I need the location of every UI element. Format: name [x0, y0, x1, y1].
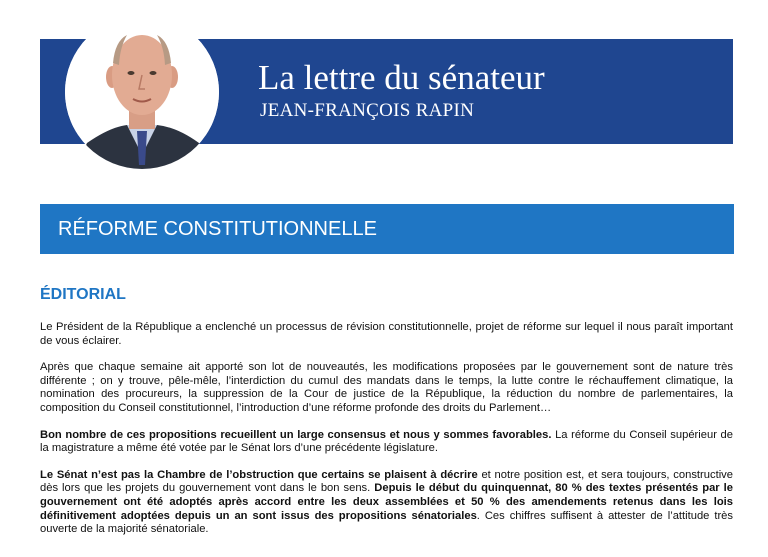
senate-mid: et notre position est, et sera toujours, constructive dès lors que les projets du gouvernement vont dans le bon sens.: [40, 468, 733, 495]
paragraph-consensus: [40, 429, 733, 456]
editorial-body: [40, 321, 733, 550]
newsletter-title: La lettre du sénateur: [258, 58, 545, 97]
editorial-heading: ÉDITORIAL: [40, 286, 126, 303]
paragraph-changes: Après que chaque semaine ait apporté son lot de nouveautés, les modifications proposées par le gouvernement sont de nature très différente ; on y trouve, pêle-mêle, l’interdiction du cumul des mandats dans le temps, la lutte contre le réchauffement climatique, la nomination des procureurs, la suppression de la Cour de justice de la République, la réduction du nombre de parlementaires, la composition du Conseil constitutionnel, l’introduction d’une réforme profonde des droits du Parlement…: [40, 361, 733, 414]
senate-bold-1: Le Sénat n’est pas la Chambre de l’obstruction que certains se plaisent à décrire: [40, 468, 478, 481]
section-title: RÉFORME CONSTITUTIONNELLE: [58, 218, 377, 240]
paragraph-intro: Le Président de la République a enclenché un processus de révision constitutionnelle, projet de réforme sur lequel il nous paraît important de vous éclairer.: [40, 321, 733, 347]
consensus-rest: La réforme du Conseil supérieur de la magistrature a même été votée par le Sénat lors d’une précédente législature.: [40, 428, 733, 455]
senate-bold-2: Depuis le début du quinquennat, 80 % des textes présentés par le gouvernement ont été adoptés après accord entre les deux assemblées et 50 % des amendements retenus dans les lois définitivement adoptées depuis un an sont issus des propositions sénatoriales: [40, 482, 733, 522]
consensus-bold: Bon nombre de ces propositions recueillent un large consensus et nous y sommes favorables.: [40, 428, 552, 441]
senator-name: JEAN-FRANÇOIS RAPIN: [260, 100, 475, 121]
senator-portrait: [65, 15, 219, 169]
senate-end: . Ces chiffres suffisent à attester de l’attitude très ouverte de la majorité sénatoriale.: [40, 509, 733, 536]
paragraph-senate: [40, 469, 733, 537]
